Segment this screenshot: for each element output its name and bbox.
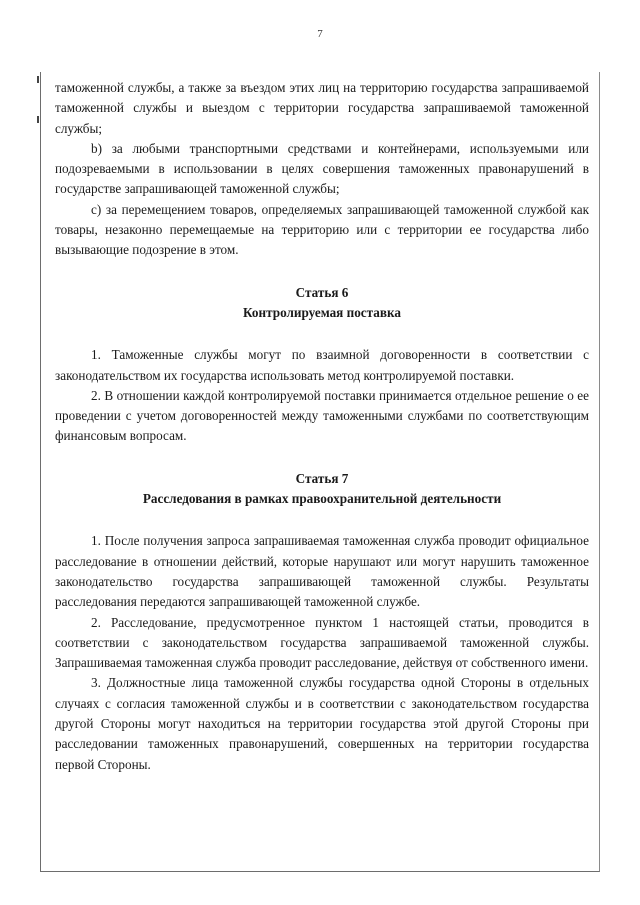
article-6-paragraph-1: 1. Таможенные службы могут по взаимной договоренности в соответствии с законодательством их государства использовать метод контролируемой поставки. [55, 347, 589, 383]
document-body [55, 78, 589, 775]
scan-mark [37, 76, 39, 83]
article-7-paragraph-2: 2. Расследование, предусмотренное пунктом 1 настоящей статьи, проводится в соответствии с законодательством государства запрашиваемой таможенной службы. Запрашиваемая таможенная служба проводит расследование, действуя от собственного имени. [55, 614, 589, 671]
article-6-heading: Статья 6 [295, 284, 349, 300]
article-7-paragraph-1: 1. После получения запроса запрашиваемая таможенная служба проводит официальное расследование в отношении действий, которые нарушают или могут нарушить таможенное законодательство государства запрашивающей таможенной службы. Результаты расследования передаются запрашивающей таможенной службе. [55, 533, 589, 610]
article-7-title: Расследования в рамках правоохранительной деятельности [142, 491, 502, 507]
article-6-title: Контролируемая поставка [243, 304, 401, 320]
list-item-b: b) за любыми транспортными средствами и контейнерами, используемыми или подозреваемыми в использовании в целях совершения таможенных правонарушений в государстве запрашивающей таможенной службы; [55, 140, 589, 197]
article-7-paragraph-3: 3. Должностные лица таможенной службы государства одной Стороны в отдельных случаях с согласия таможенной службы и в соответствии с законодательством государства другой Стороны могут находиться на территории государства этой другой Стороны при расследовании таможенных правонарушений, совершенных на территории государства первой Стороны. [55, 675, 589, 772]
page-number: 7 [317, 28, 323, 40]
article-7-heading: Статья 7 [295, 470, 349, 486]
list-item-c: c) за перемещением товаров, определяемых запрашивающей таможенной службой как товары, незаконно перемещаемые на территорию или с территории ее государства либо вызывающие подозрение в этом. [55, 201, 589, 258]
scan-mark [37, 116, 39, 123]
continuation-paragraph: таможенной службы, а также за въездом этих лиц на территорию государства запрашиваемой таможенной службы и выездом с территории государства запрашиваемой таможенной службы; [55, 80, 589, 136]
article-6-paragraph-2: 2. В отношении каждой контролируемой поставки принимается отдельное решение о ее проведении с учетом договоренностей между таможенными службами по соответствующим финансовым вопросам. [55, 387, 589, 444]
